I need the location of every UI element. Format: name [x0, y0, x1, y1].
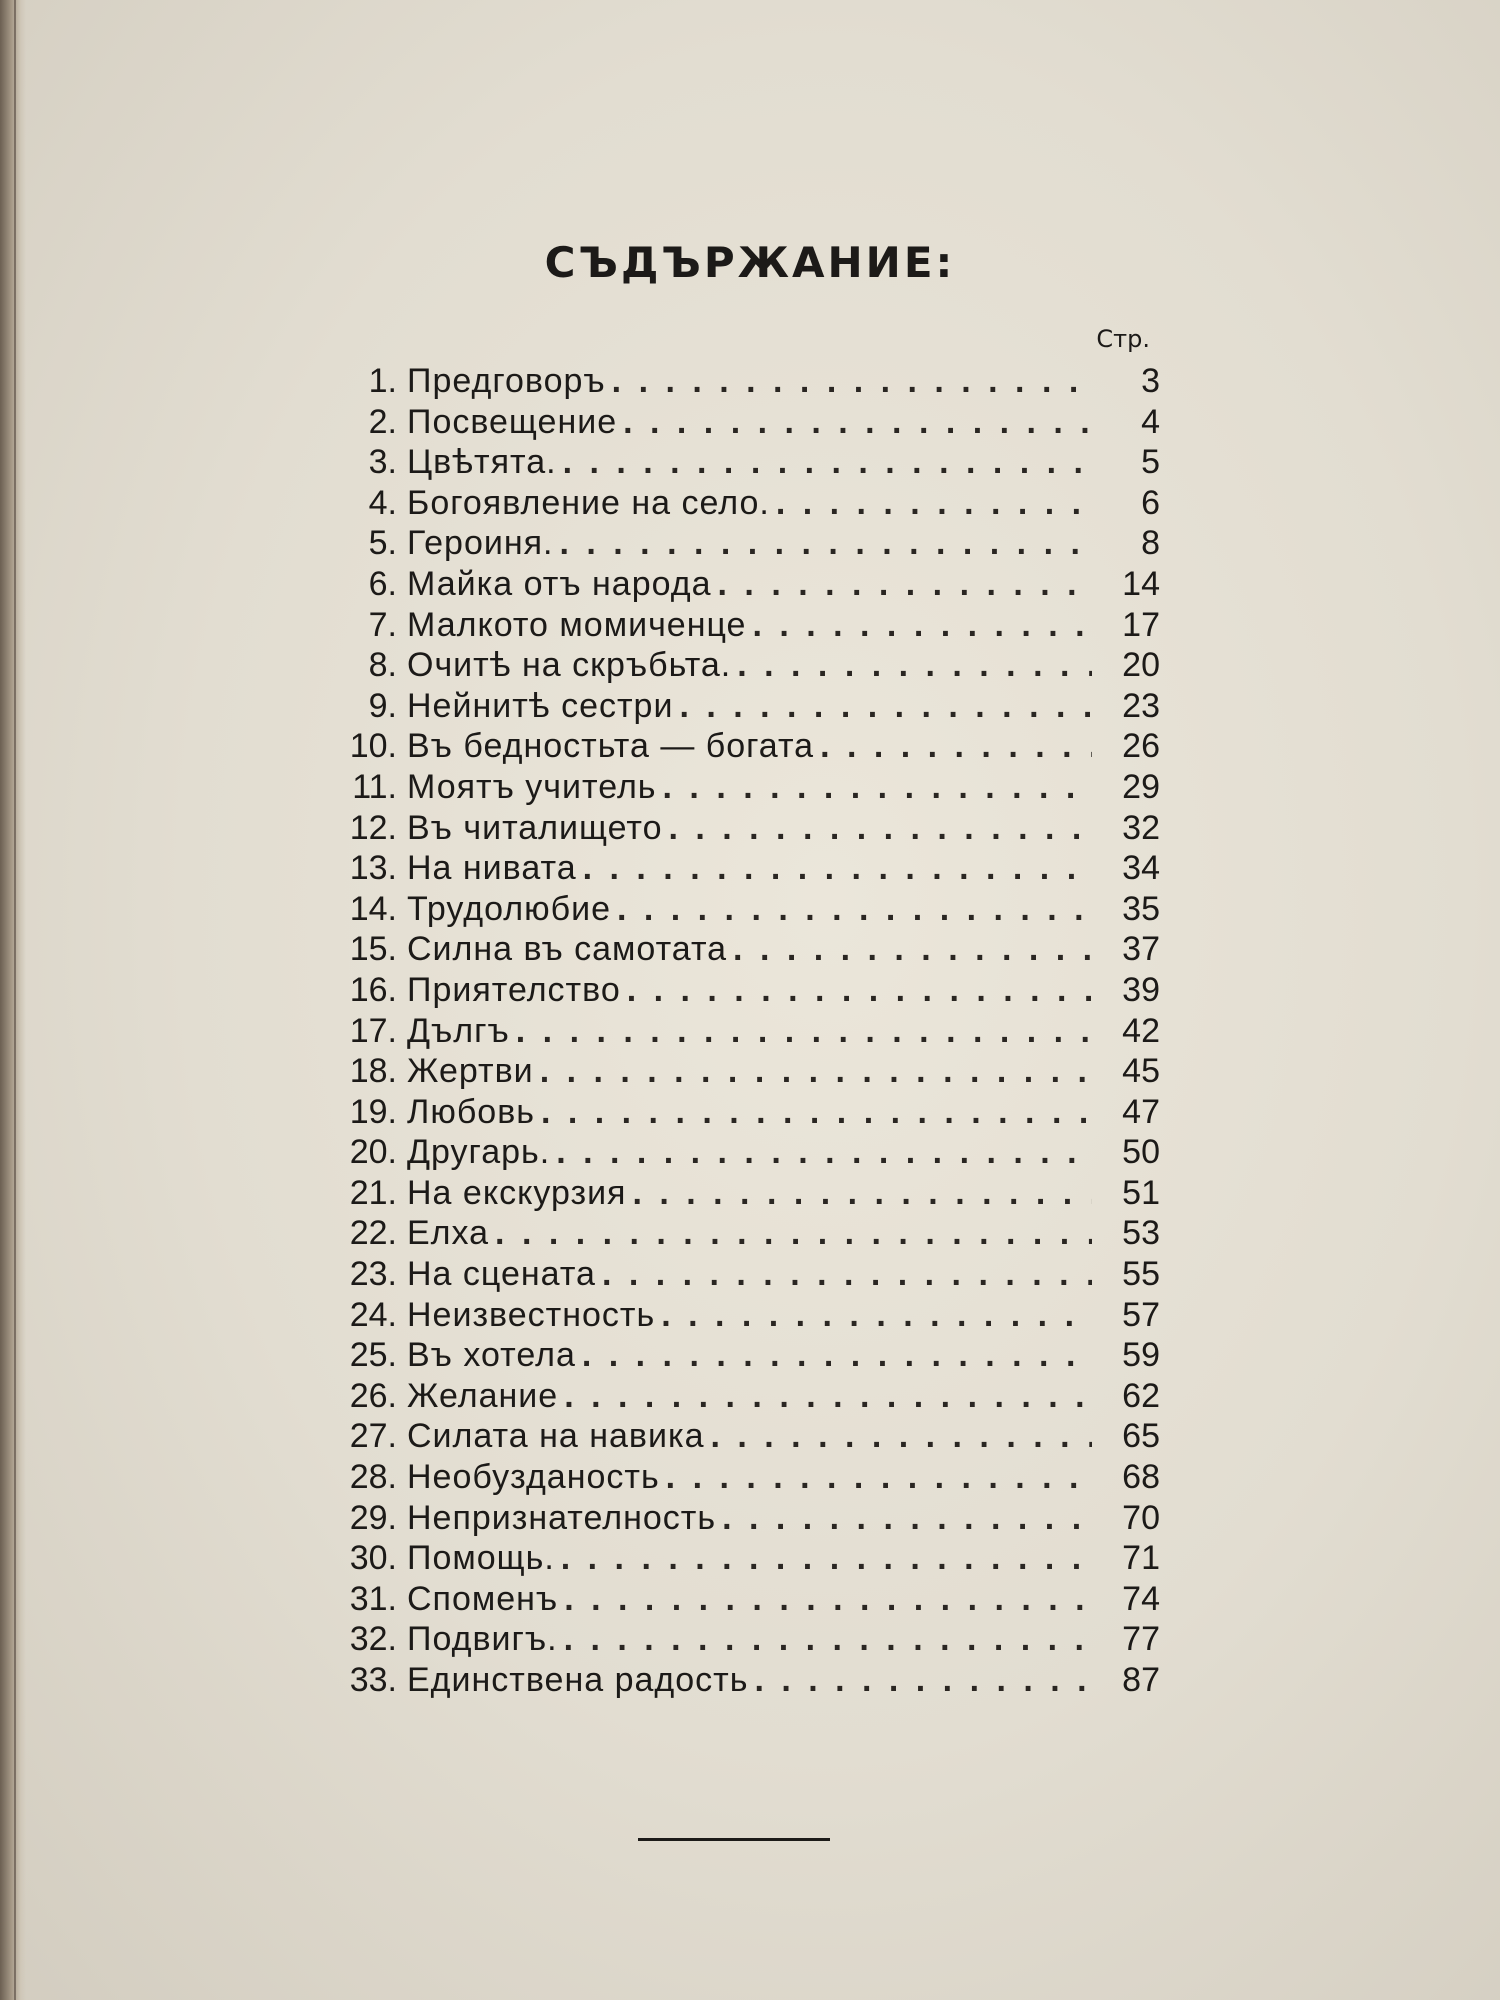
toc-entry [315, 1661, 1160, 1702]
dot-leader [752, 606, 1092, 645]
entry-number: 17. [349, 1011, 397, 1050]
entry-page-number: 20 [1122, 646, 1160, 685]
entry-number: 23. [349, 1255, 397, 1294]
entry-title: Въ хотела [407, 1336, 576, 1375]
toc-entry [315, 971, 1160, 1012]
toc-entry [315, 1377, 1160, 1418]
entry-page-number: 5 [1141, 443, 1160, 482]
entry-title: Любовь [407, 1092, 535, 1131]
entry-number: 5. [368, 524, 397, 563]
toc-entry [315, 1499, 1160, 1540]
toc-entry [315, 930, 1160, 971]
entry-title: Помощь. [407, 1539, 555, 1578]
dot-leader [627, 971, 1092, 1010]
entry-page-number: 39 [1122, 970, 1160, 1009]
entry-number: 16. [349, 970, 397, 1009]
page-title: СЪДЪРЖАНИЕ: [544, 238, 956, 287]
dot-leader [718, 565, 1092, 604]
entry-title: Героиня. [407, 524, 554, 563]
dot-leader [540, 1052, 1092, 1091]
entry-title: Въ читалището [407, 808, 663, 847]
entry-page-number: 55 [1122, 1255, 1160, 1294]
entry-number: 24. [349, 1295, 397, 1334]
entry-number: 22. [349, 1214, 397, 1253]
dot-leader [541, 1093, 1092, 1132]
entry-number: 9. [368, 686, 397, 725]
entry-number: 26. [349, 1376, 397, 1415]
dot-leader [623, 403, 1092, 442]
dot-leader [663, 768, 1092, 807]
entry-page-number: 53 [1122, 1214, 1160, 1253]
entry-page-number: 65 [1122, 1417, 1160, 1456]
dot-leader [661, 1296, 1092, 1335]
entry-title: Силата на навика [407, 1417, 705, 1456]
entry-number: 3. [368, 443, 397, 482]
toc-entry [315, 1174, 1160, 1215]
toc-entry [315, 768, 1160, 809]
entry-page-number: 6 [1141, 483, 1160, 522]
entry-number: 31. [349, 1579, 397, 1618]
page-column-label: Стр. [1096, 325, 1150, 353]
closing-rule [638, 1838, 830, 1841]
entry-title: Нейнитѣ сестри [407, 686, 674, 725]
entry-number: 19. [349, 1092, 397, 1131]
entry-number: 6. [368, 564, 397, 603]
entry-title: Неизвестность [407, 1295, 656, 1334]
entry-number: 14. [349, 889, 397, 928]
entry-title: Непризнателность [407, 1498, 717, 1537]
dot-leader [564, 1620, 1092, 1659]
entry-number: 18. [349, 1052, 397, 1091]
toc-entry [315, 1133, 1160, 1174]
entry-title: Желание [407, 1376, 559, 1415]
entry-page-number: 70 [1122, 1498, 1160, 1537]
entry-title: Жертви [407, 1052, 534, 1091]
entry-page-number: 77 [1122, 1620, 1160, 1659]
entry-number: 4. [368, 483, 397, 522]
toc-entry [315, 565, 1160, 606]
dot-leader [733, 930, 1092, 969]
entry-page-number: 57 [1122, 1295, 1160, 1334]
dot-leader [820, 727, 1092, 766]
entry-title: Моятъ учитель [407, 767, 657, 806]
toc-entry [315, 484, 1160, 525]
toc-entry [315, 1296, 1160, 1337]
entry-number: 25. [349, 1336, 397, 1375]
entry-page-number: 23 [1122, 686, 1160, 725]
entry-number: 15. [349, 930, 397, 969]
toc-entry [315, 1417, 1160, 1458]
entry-page-number: 74 [1122, 1579, 1160, 1618]
entry-page-number: 17 [1122, 605, 1160, 644]
entry-title: Необузданость [407, 1458, 660, 1497]
toc-entry [315, 809, 1160, 850]
entry-title: На сцената [407, 1255, 596, 1294]
entry-title: На нивата [407, 849, 577, 888]
entry-page-number: 14 [1122, 564, 1160, 603]
entry-title: На екскурзия [407, 1173, 627, 1212]
entry-title: Подвигъ. [407, 1620, 558, 1659]
dot-leader [563, 443, 1092, 482]
toc-entry [315, 606, 1160, 647]
entry-page-number: 34 [1122, 849, 1160, 888]
entry-title: Посвещение [407, 402, 618, 441]
entry-title: Цвѣтята. [407, 443, 557, 482]
entry-number: 20. [349, 1133, 397, 1172]
entry-number: 1. [368, 362, 397, 400]
toc-entry [315, 687, 1160, 728]
entry-page-number: 26 [1122, 727, 1160, 766]
entry-title: Богоявление на село. [407, 483, 770, 522]
dot-leader [668, 809, 1092, 848]
entry-page-number: 37 [1122, 930, 1160, 969]
entry-title: Трудолюбие [407, 889, 611, 928]
table-of-contents [315, 362, 1160, 1702]
entry-page-number: 4 [1141, 402, 1160, 441]
toc-entry [315, 524, 1160, 565]
dot-leader [561, 1539, 1092, 1578]
entry-number: 2. [368, 402, 397, 441]
entry-page-number: 87 [1122, 1661, 1160, 1699]
entry-page-number: 32 [1122, 808, 1160, 847]
toc-entry [315, 646, 1160, 687]
entry-number: 27. [349, 1417, 397, 1456]
dot-leader [737, 646, 1092, 685]
entry-title: Очитѣ на скръбьта. [407, 646, 732, 685]
toc-entry [315, 727, 1160, 768]
entry-number: 7. [368, 605, 397, 644]
dot-leader [560, 524, 1093, 563]
entry-page-number: 71 [1122, 1539, 1160, 1578]
entry-number: 29. [349, 1498, 397, 1537]
entry-title: Малкото момиченце [407, 605, 747, 644]
dot-leader [617, 890, 1092, 929]
toc-entry [315, 1093, 1160, 1134]
dot-leader [722, 1499, 1092, 1538]
toc-entry [315, 1580, 1160, 1621]
dot-leader [612, 362, 1092, 401]
book-spine-shadow [0, 0, 26, 2000]
entry-number: 12. [349, 808, 397, 847]
entry-page-number: 35 [1122, 889, 1160, 928]
dot-leader [602, 1255, 1092, 1294]
entry-title: Предговоръ [407, 362, 606, 400]
dot-leader [632, 1174, 1092, 1213]
entry-page-number: 29 [1122, 767, 1160, 806]
entry-title: Дългъ [407, 1011, 510, 1050]
entry-title: Въ бедностьта — богата [407, 727, 815, 766]
entry-page-number: 42 [1122, 1011, 1160, 1050]
toc-entry [315, 1012, 1160, 1053]
entry-number: 33. [349, 1661, 397, 1699]
dot-leader [711, 1417, 1093, 1456]
toc-entry [315, 1052, 1160, 1093]
entry-page-number: 68 [1122, 1458, 1160, 1497]
entry-page-number: 62 [1122, 1376, 1160, 1415]
entry-number: 32. [349, 1620, 397, 1659]
entry-title: Единствена радость [407, 1661, 749, 1699]
toc-entry [315, 1458, 1160, 1499]
entry-number: 8. [368, 646, 397, 685]
dot-leader [564, 1377, 1092, 1416]
dot-leader [679, 687, 1092, 726]
toc-entry [315, 1620, 1160, 1661]
dot-leader [666, 1458, 1092, 1497]
entry-title: Силна въ самотата [407, 930, 728, 969]
dot-leader [582, 1336, 1092, 1375]
toc-entry [315, 1255, 1160, 1296]
toc-entry [315, 362, 1160, 403]
entry-title: Майка отъ народа [407, 564, 712, 603]
toc-entry [315, 1336, 1160, 1377]
dot-leader [516, 1012, 1092, 1051]
entry-title: Елха [407, 1214, 490, 1253]
dot-leader [556, 1133, 1092, 1172]
entry-title: Споменъ [407, 1579, 559, 1618]
dot-leader [564, 1580, 1092, 1619]
entry-page-number: 8 [1141, 524, 1160, 563]
entry-title: Другарь. [407, 1133, 551, 1172]
entry-number: 28. [349, 1458, 397, 1497]
toc-entry [315, 443, 1160, 484]
toc-entry [315, 1214, 1160, 1255]
entry-number: 21. [349, 1173, 397, 1212]
dot-leader [583, 849, 1092, 888]
dot-leader [754, 1661, 1092, 1700]
entry-page-number: 3 [1141, 362, 1160, 400]
entry-number: 30. [349, 1539, 397, 1578]
toc-entry [315, 849, 1160, 890]
entry-page-number: 45 [1122, 1052, 1160, 1091]
entry-number: 10. [349, 727, 397, 766]
entry-page-number: 50 [1122, 1133, 1160, 1172]
toc-entry [315, 890, 1160, 931]
entry-number: 11. [352, 767, 397, 806]
entry-title: Приятелство [407, 970, 621, 1009]
entry-number: 13. [349, 849, 397, 888]
entry-page-number: 51 [1122, 1173, 1160, 1212]
dot-leader [495, 1214, 1092, 1253]
dot-leader [776, 484, 1092, 523]
entry-page-number: 47 [1122, 1092, 1160, 1131]
entry-page-number: 59 [1122, 1336, 1160, 1375]
toc-entry [315, 1539, 1160, 1580]
spine-edge [14, 0, 16, 2000]
toc-entry [315, 403, 1160, 444]
